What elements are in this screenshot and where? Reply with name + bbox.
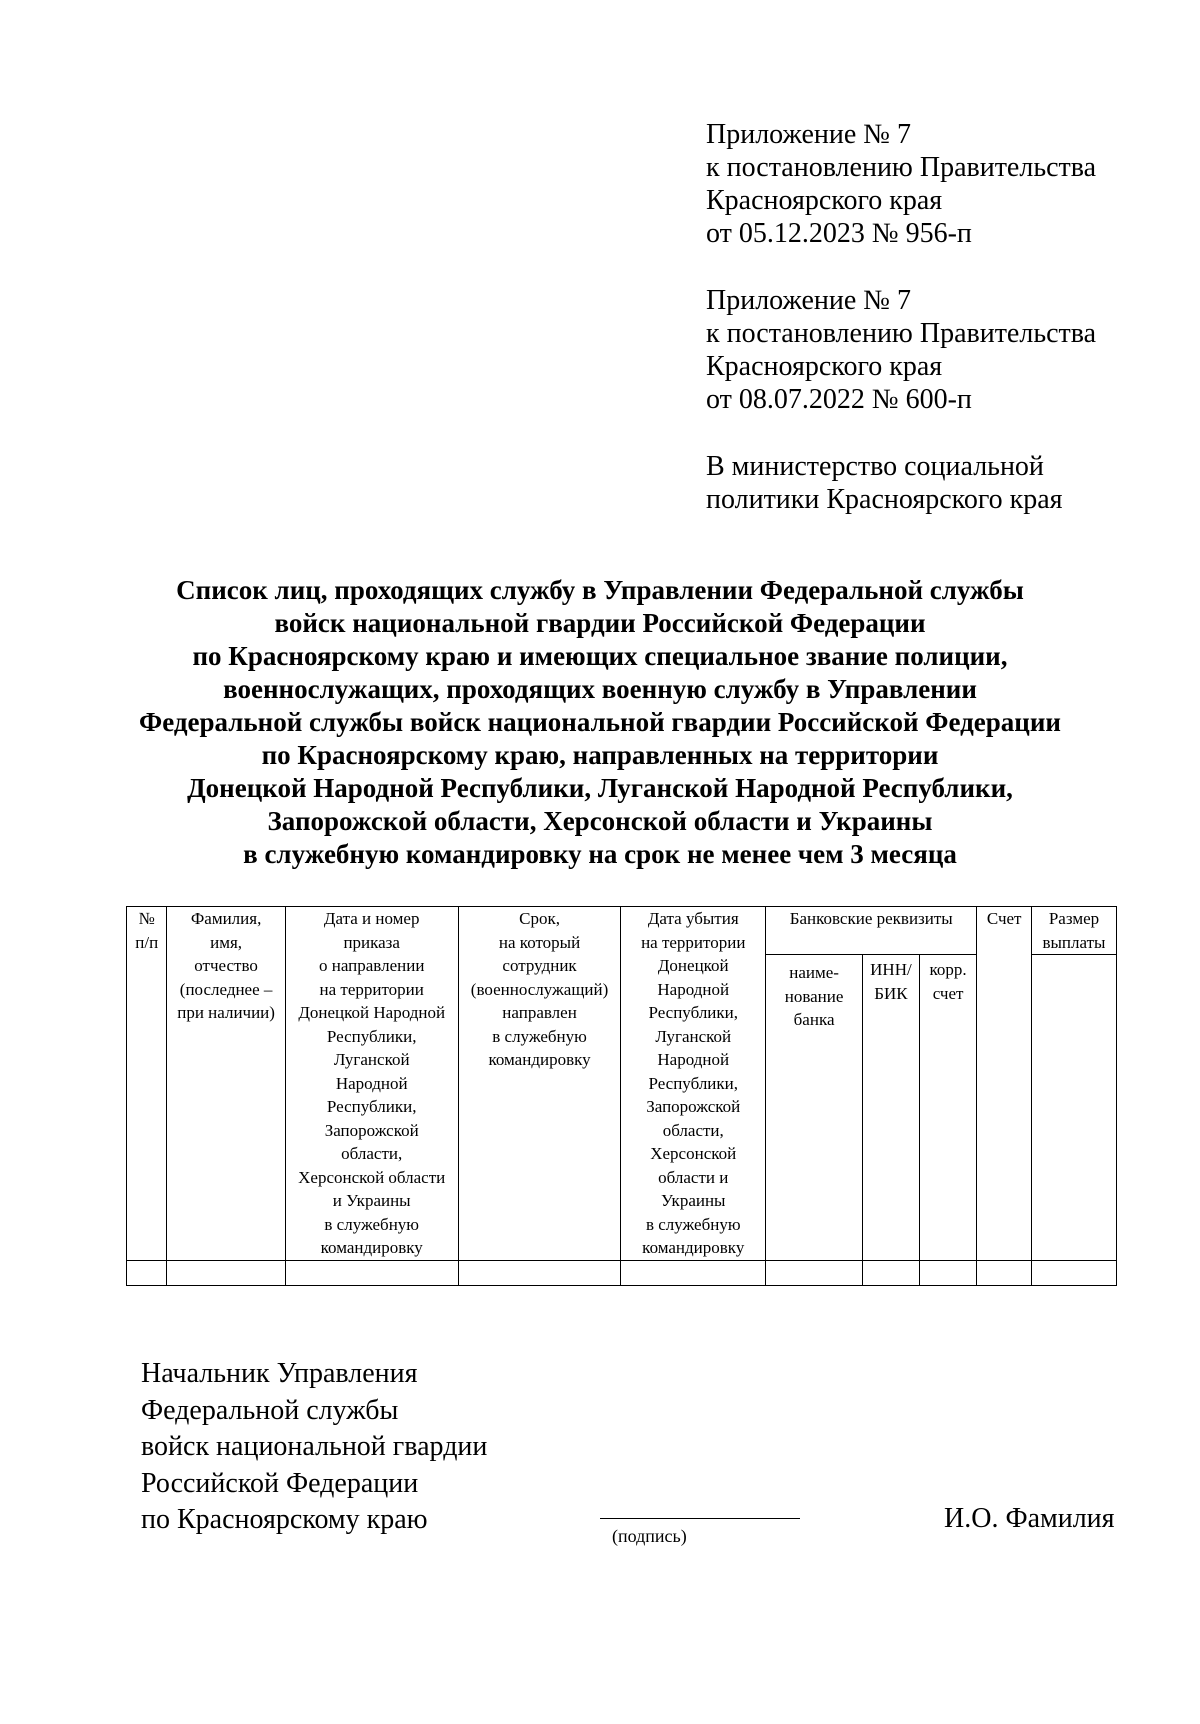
header-payment-cont: [1031, 955, 1116, 1261]
table-cell[interactable]: [167, 1260, 285, 1285]
signature-line[interactable]: [600, 1518, 800, 1519]
signer-line: войск национальной гвардии: [141, 1431, 488, 1462]
personnel-table: [126, 906, 1117, 1286]
header-num: № п/п: [127, 907, 167, 1261]
table-cell[interactable]: [863, 1260, 920, 1285]
signer-line: по Красноярскому краю: [141, 1504, 428, 1535]
title-line: военнослужащих, проходящих военную службу в Управлении: [223, 674, 977, 704]
header-corr: корр. счет: [919, 955, 977, 1261]
header-bank: Банковские реквизиты: [766, 907, 977, 955]
table-row: [127, 1260, 1117, 1285]
header-departure: Дата убытия на территории Донецкой Народной Республики, Луганской Народной Республики, Запорожской области, Херсонской области и Украины в служебную командировку: [621, 907, 766, 1261]
signer-line: Федеральной службы: [141, 1394, 399, 1426]
header-term: Срок, на который сотрудник (военнослужащий) направлен в служебную командировку: [458, 907, 621, 1261]
title-line: войск национальной гвардии Российской Федерации: [274, 608, 926, 638]
appendix-original: [706, 284, 1176, 416]
document-title: [100, 574, 1100, 871]
title-line: по Красноярскому краю и имеющих специальное звание полиции,: [192, 641, 1008, 671]
title-line: в служебную командировку на срок не менее чем 3 месяца: [243, 839, 957, 869]
title-line: Список лиц, проходящих службу в Управлении Федеральной службы: [176, 575, 1024, 605]
signer-line: Начальник Управления: [141, 1358, 418, 1389]
table-cell[interactable]: [127, 1260, 167, 1285]
appendix-line: Приложение № 7: [706, 119, 911, 150]
title-line: Федеральной службы войск национальной гвардии Российской Федерации: [139, 707, 1061, 737]
table-header-row: [127, 907, 1117, 955]
appendix-line: к постановлению Правительства: [706, 318, 1097, 349]
title-line: по Красноярскому краю, направленных на территории: [261, 740, 939, 770]
title-line: Запорожской области, Херсонской области и Украины: [267, 806, 933, 836]
appendix-line: от 08.07.2022 № 600-п: [706, 384, 972, 415]
header-fio: Фамилия, имя, отчество (последнее – при наличии): [167, 907, 285, 1261]
header-order: Дата и номер приказа о направлении на территории Донецкой Народной Республики, Луганской Народной Республики, Запорожской области, Херсонской области и Украины в служебную командировку: [285, 907, 458, 1261]
appendix-line: от 05.12.2023 № 956-п: [706, 218, 972, 249]
appendix-current: [706, 118, 1176, 250]
appendix-line: Красноярского края: [706, 185, 943, 216]
signer-name: И.О. Фамилия: [944, 1503, 1115, 1534]
header-inn-bik: ИНН/ БИК: [863, 955, 920, 1261]
header-bank-name: наиме- нование банка: [766, 955, 863, 1261]
table-cell[interactable]: [458, 1260, 621, 1285]
addressee-line: политики Красноярского края: [706, 484, 1063, 515]
table-cell[interactable]: [919, 1260, 977, 1285]
header-account: Счет: [977, 907, 1032, 1261]
table-cell[interactable]: [285, 1260, 458, 1285]
appendix-line: Приложение № 7: [706, 285, 911, 316]
title-line: Донецкой Народной Республики, Луганской Народной Республики,: [187, 773, 1013, 803]
signer-position: [141, 1356, 487, 1539]
appendix-line: Красноярского края: [706, 351, 943, 382]
signer-line: Российской Федерации: [141, 1467, 419, 1499]
table-cell[interactable]: [1031, 1260, 1116, 1285]
appendix-line: к постановлению Правительства: [706, 152, 1097, 183]
addressee-line: В министерство социальной: [706, 451, 1044, 482]
header-payment: Размер выплаты: [1031, 907, 1116, 955]
table-cell[interactable]: [977, 1260, 1032, 1285]
table-cell[interactable]: [621, 1260, 766, 1285]
table-cell[interactable]: [766, 1260, 863, 1285]
addressee: [706, 450, 1176, 516]
signature-caption: (подпись): [612, 1526, 687, 1546]
